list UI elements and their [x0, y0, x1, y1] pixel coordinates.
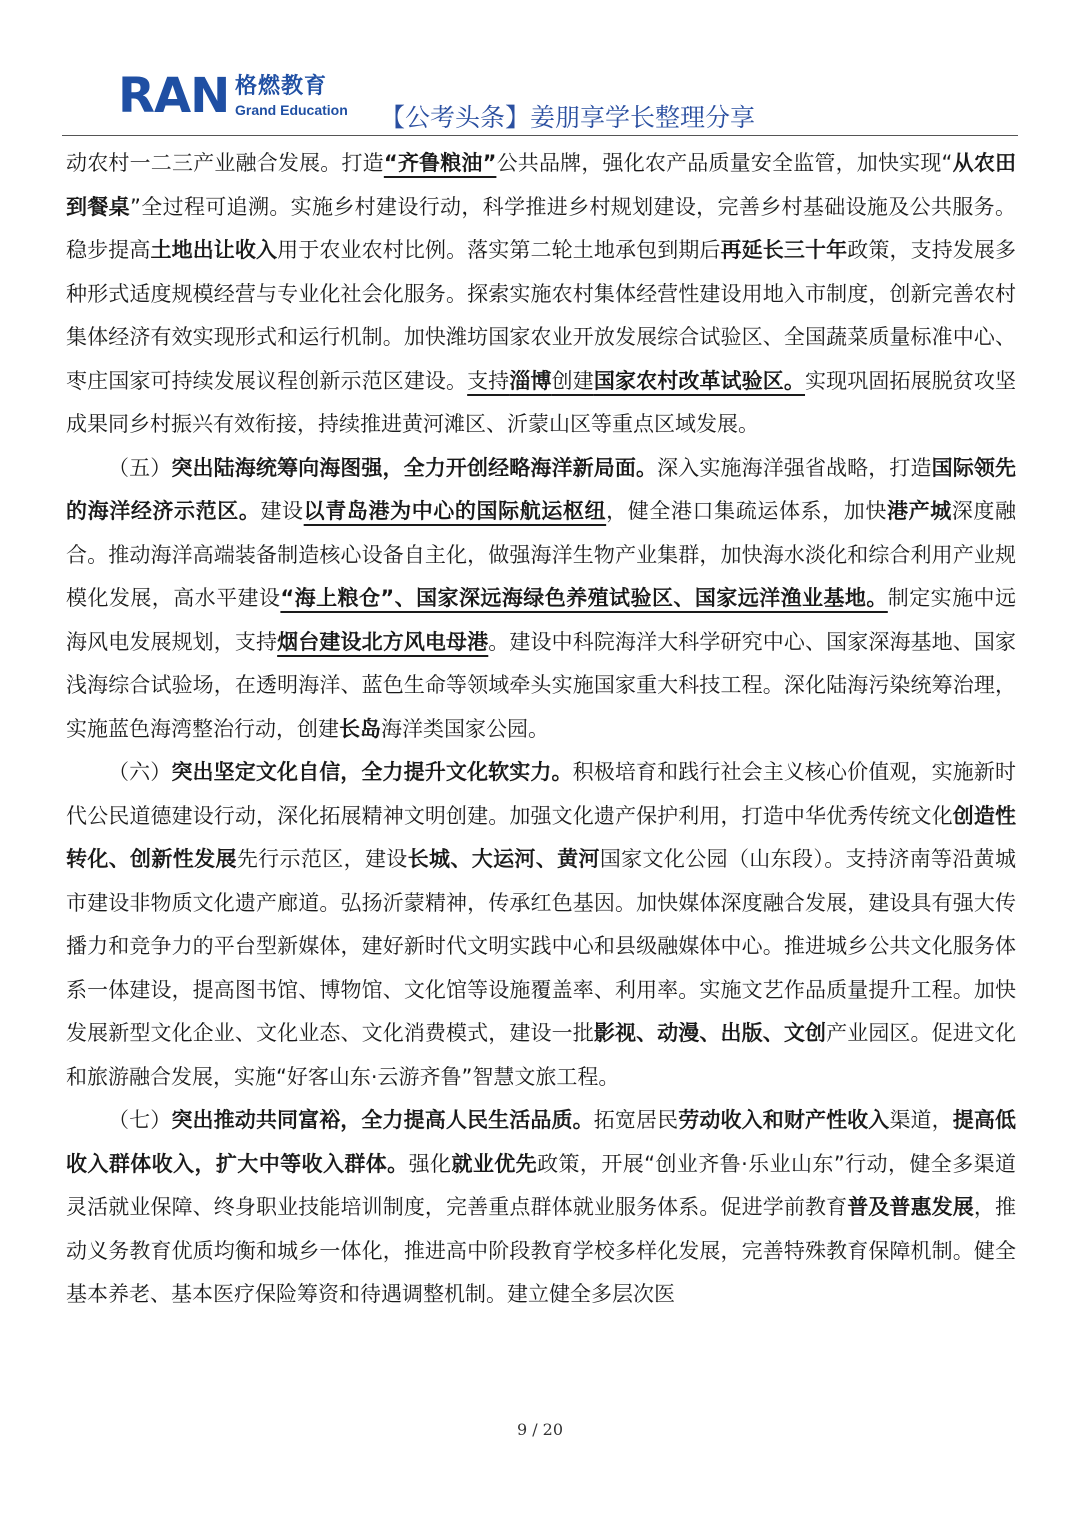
bold-text: 国家农村改革试验区。	[593, 368, 806, 393]
bold-text: 提高低收入群体收入，扩大中等收入群体。	[66, 1108, 1017, 1176]
bold-text: 突出推动共同富裕，全力提高人民生活品质。	[171, 1108, 594, 1132]
bold-text: 创造性转化、创新性发展	[66, 803, 1017, 871]
bold-text: 影视、动漫、出版、文创	[593, 1021, 827, 1045]
bold-text: 烟台建设北方风电母港	[277, 629, 489, 654]
text-run: 政策，开展“创业齐鲁·乐业山东”行动，健全多渠道灵活就业保障、终身职业技能培训制度，完善重点群体就业服务体系。促进学前教育	[66, 1151, 1017, 1219]
text-run: 实现巩固拓展脱贫攻坚成果同乡村振兴有效衔接，持续推进黄河滩区、沂蒙山区等重点区域发展。	[66, 368, 1017, 436]
text-run: 强化	[408, 1151, 452, 1176]
text-run: 公共品牌，强化农产品质量安全监管，加快实现“	[496, 151, 953, 175]
paragraph	[66, 447, 1016, 752]
bold-text: 劳动收入和财产性收入	[678, 1108, 890, 1132]
bold-text: 从农田到餐桌	[66, 151, 1017, 219]
text-run: 国家文化公园（山东段）。支持济南等沿黄城市建设非物质文化遗产廊道。弘扬沂蒙精神，传承红色基因。加快媒体深度融合发展，建设具有强大传播力和竞争力的平台型新媒体，建好新时代文明实践中心和县级融媒体中心。推进城乡公共文化服务体系一体建设，提高图书馆、博物馆、文化馆等设施覆盖率、利用率。实施文艺作品质量提升工程。加快发展新型文化企业、文化业态、文化消费模式，建设一批	[66, 847, 1017, 1045]
text-run: ，健全港口集疏运体系，加快	[606, 499, 887, 523]
bold-text: 突出陆海统筹向海图强，全力开创经略海洋新局面。	[171, 455, 658, 480]
bold-text: 以青岛港为中心的国际航运枢纽	[303, 499, 607, 523]
logo-english-name: Grand Education	[235, 102, 348, 118]
text-run: 海洋类国家公园。	[381, 716, 549, 741]
logo-mark: RAN	[118, 68, 230, 124]
text-run: 建设	[260, 499, 304, 523]
bold-text: 突出坚定文化自信，全力提升文化软实力。	[171, 760, 573, 784]
bold-text: 再延长三十年	[720, 238, 848, 262]
bold-text: 长岛	[339, 716, 381, 741]
text-run: 制定实施中远海风电发展规划，支持	[66, 586, 1017, 654]
text-run: （五）	[108, 455, 172, 480]
text-run: 创建	[551, 368, 594, 393]
text-run: 。建设中科院海洋大科学研究中心、国家深海基地、国家浅海综合试验场，在透明海洋、蓝色生命等领域牵头实施国家重大科技工程。深化陆海污染统筹治理，实施蓝色海湾整治行动，创建	[66, 629, 1017, 741]
text-run: 用于农业农村比例。落实第二轮土地承包到期后	[277, 238, 721, 262]
text-run: （七）	[108, 1108, 172, 1132]
header-caption: 【公考头条】姜朋享学长整理分享	[380, 103, 756, 132]
paragraph	[66, 751, 1016, 1099]
text-run: 积极培育和践行社会主义核心价值观，实施新时代公民道德建设行动，深化拓展精神文明创建。加强文化遗产保护利用，打造中华优秀传统文化	[66, 760, 1017, 828]
text-run: 动农村一二三产业融合发展。打造	[66, 151, 384, 175]
text-run: 深入实施海洋强省战略，打造	[657, 455, 932, 480]
text-run: 先行示范区，建设	[236, 847, 408, 871]
page-number: 9 / 20	[516, 1420, 564, 1439]
header-divider	[62, 135, 1018, 136]
bold-text: 普及普惠发展	[847, 1195, 974, 1219]
text-run: 产业园区。促进文化和旅游融合发展，实施“好客山东·云游齐鲁”智慧文旅工程。	[66, 1021, 1017, 1089]
text-run: 渠道，	[889, 1108, 953, 1132]
text-run: 支持	[467, 368, 510, 393]
bold-text: “海上粮仓”、国家深远海绿色养殖试验区、国家远洋渔业基地。	[280, 586, 888, 610]
text-run: 政策，支持发展多种形式适度规模经营与专业化社会化服务。探索实施农村集体经营性建设用地入市制度，创新完善农村集体经济有效实现形式和运行机制。加快潍坊国家农业开放发展综合试验区、全国蔬菜质量标准中心、枣庄国家可持续发展议程创新示范区建设。	[66, 238, 1017, 393]
logo-chinese-name: 格燃教育	[235, 74, 328, 99]
bold-text: 就业优先	[451, 1151, 538, 1176]
text-run: 深度融合。推动海洋高端装备制造核心设备自主化，做强海洋生物产业集群，加快海水淡化和综合利用产业规模化发展，高水平建设	[66, 499, 1017, 610]
bold-text: 土地出让收入	[150, 238, 278, 262]
text-run: ”全过程可追溯。实施乡村建设行动，科学推进乡村规划建设，完善乡村基础设施及公共服务。稳步提高	[66, 194, 1016, 262]
document-body	[66, 142, 1016, 1317]
bold-text: 淄博	[509, 368, 552, 393]
bold-text: 长城、大运河、黄河	[407, 847, 600, 871]
bold-text: 国际领先的海洋经济示范区。	[66, 455, 1017, 523]
paragraph	[66, 1099, 1016, 1317]
bold-text: 港产城	[887, 499, 952, 523]
paragraph	[66, 142, 1016, 447]
text-run: ，推动义务教育优质均衡和城乡一体化，推进高中阶段教育学校多样化发展，完善特殊教育保障机制。健全基本养老、基本医疗保险筹资和待遇调整机制。建立健全多层次医	[66, 1195, 1017, 1306]
brand-logo	[113, 70, 353, 128]
bold-text: “齐鲁粮油”	[383, 151, 497, 175]
text-run: （六）	[108, 760, 172, 784]
text-run: 拓宽居民	[593, 1108, 679, 1132]
